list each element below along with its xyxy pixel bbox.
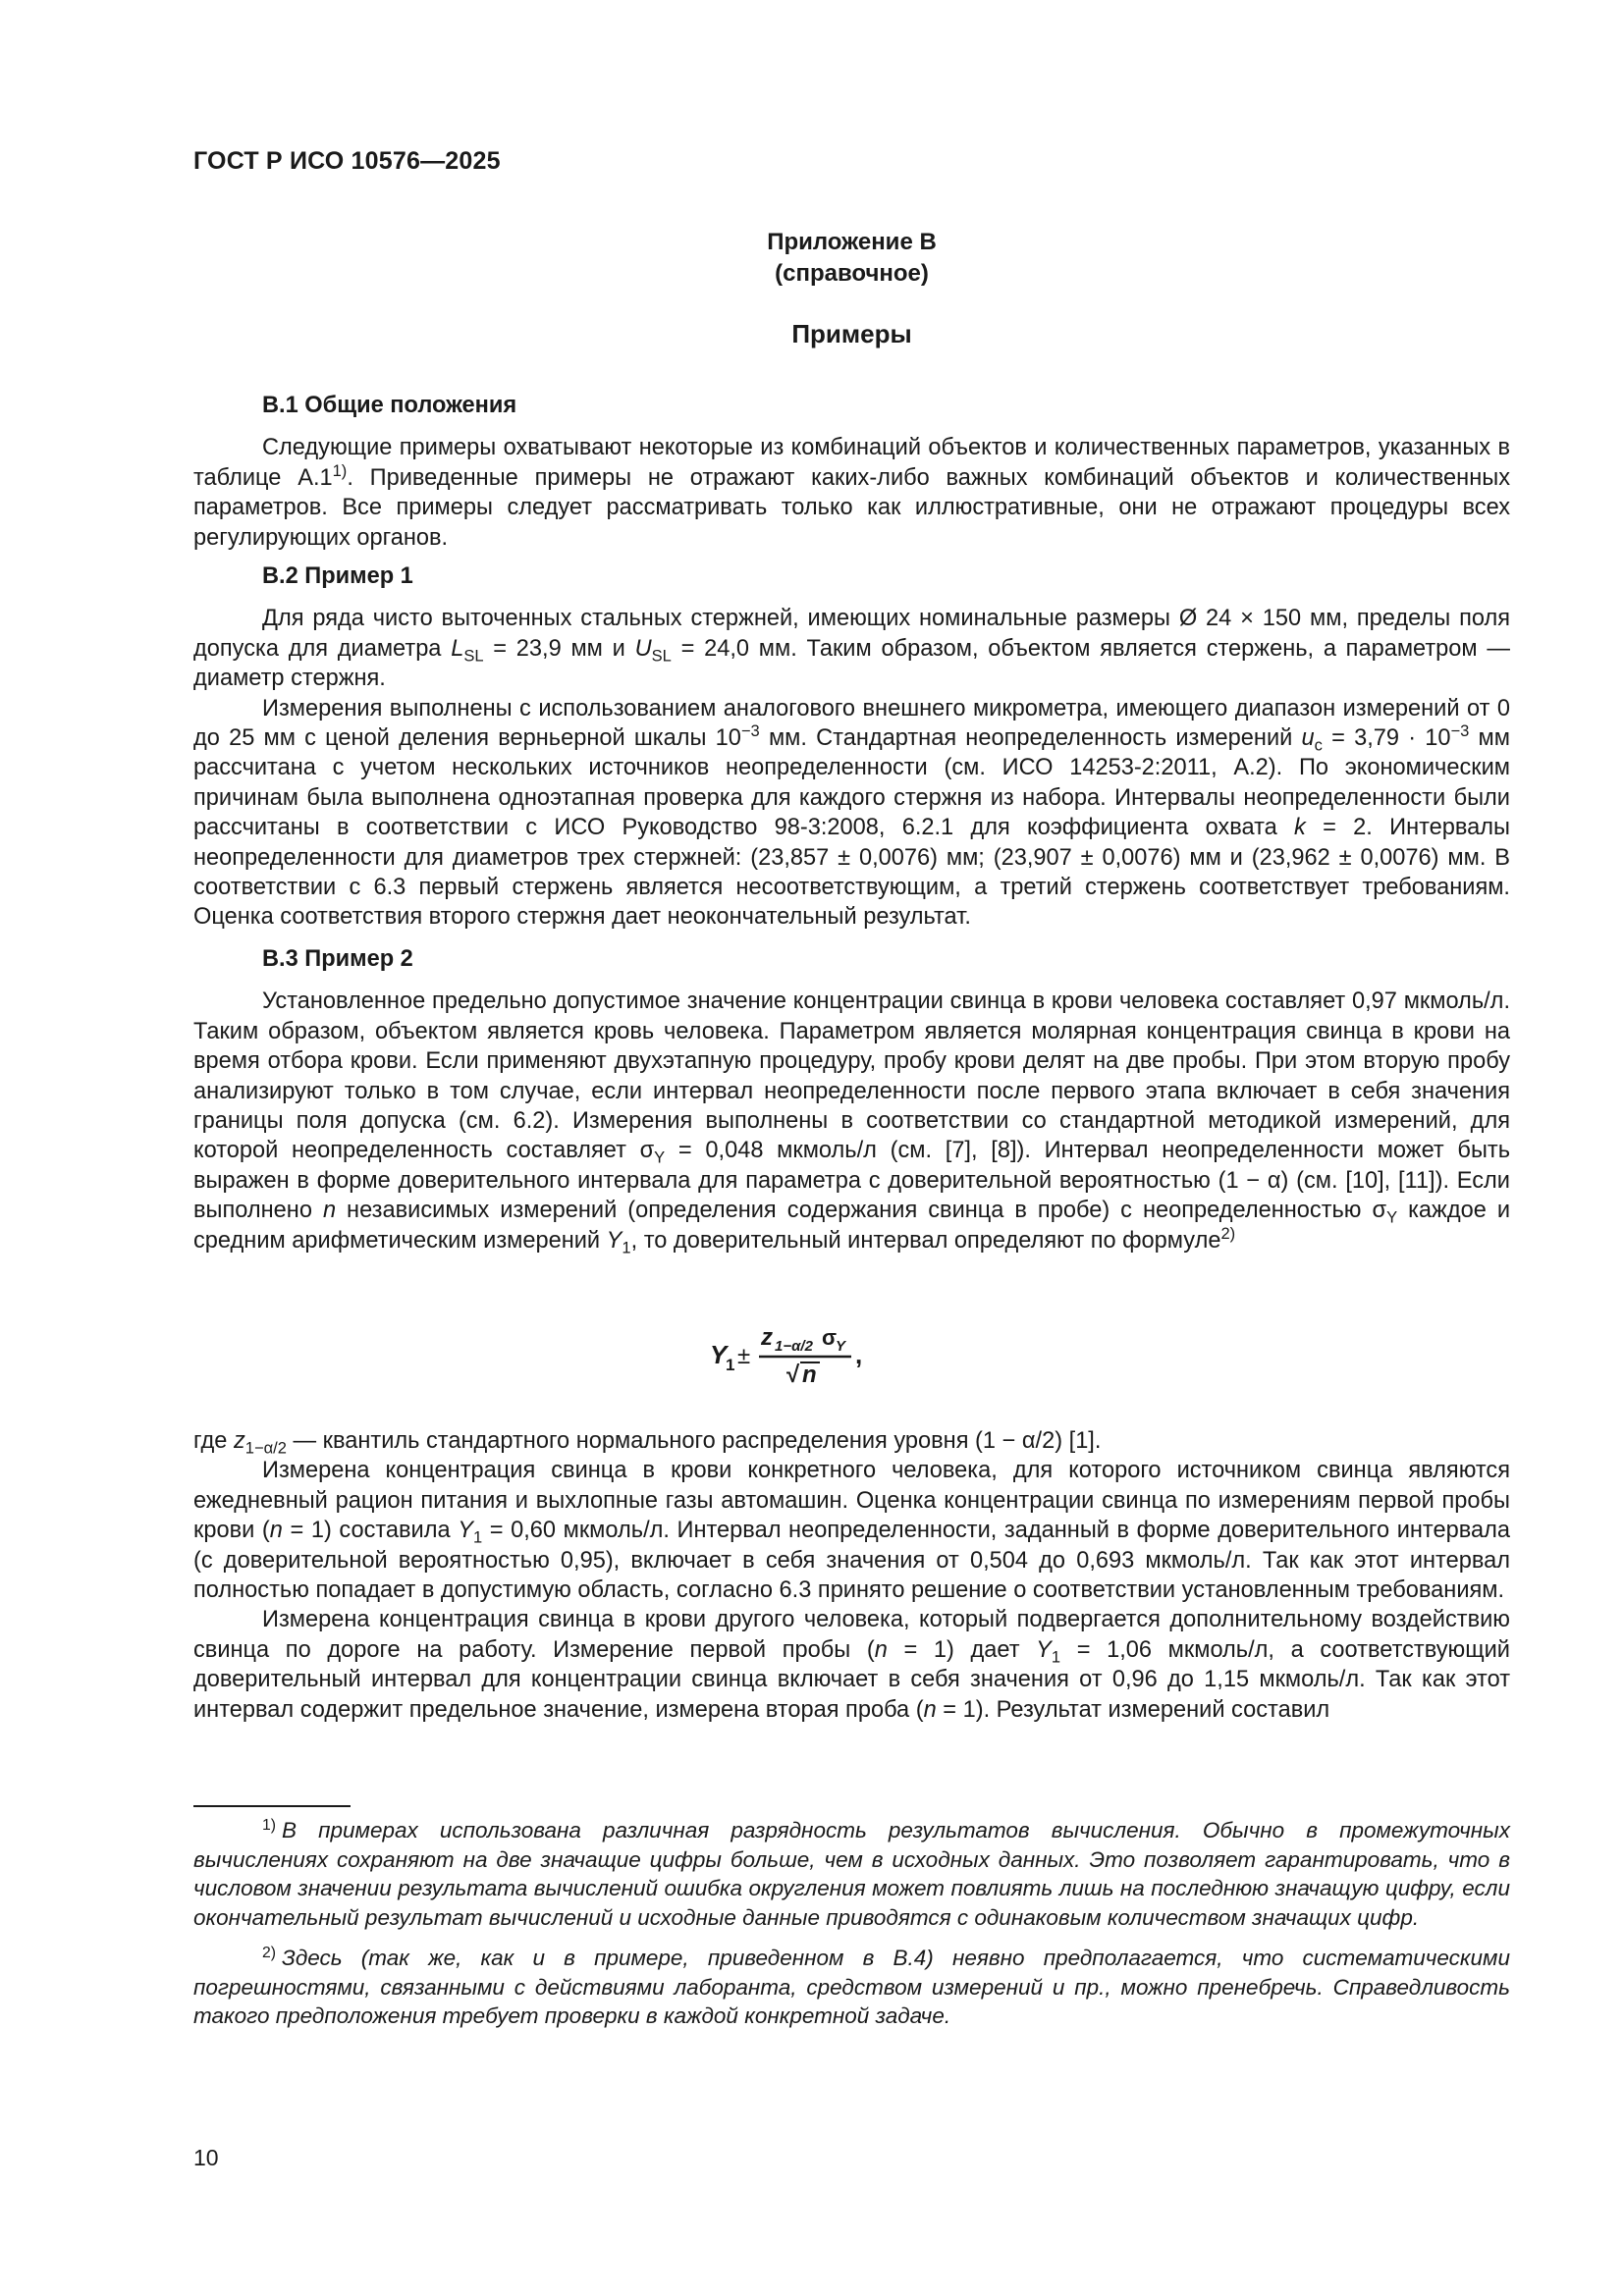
text-run: мм. Стандартная неопределенность измерений [759, 725, 1302, 752]
annex-title: Приложение В [767, 229, 937, 255]
text-run: где [193, 1428, 234, 1454]
footnote-2 [193, 1944, 1510, 2031]
subscript: 1 [472, 1527, 483, 1547]
document-code: ГОСТ Р ИСО 10576—2025 [193, 147, 501, 175]
symbol-u: U [634, 635, 652, 662]
paragraph-b2-1 [193, 604, 1510, 693]
text-run: Измерения выполнены с использованием аналогового внешнего микрометра, имеющего диапазон измерений от 0 до 25 мм с ценой деления верньерной шкалы 10 [193, 695, 1510, 752]
paragraph-b2-2 [193, 694, 1510, 933]
section-b3-continued [193, 1426, 1510, 1725]
text-run: — квантиль стандартного нормального распределения уровня (1 − α/2) [1]. [286, 1428, 1102, 1454]
symbol-k: k [1294, 815, 1306, 841]
symbol-uc: u [1301, 725, 1315, 752]
symbol-y: Y [606, 1227, 623, 1254]
text-run: независимых измерений (определения содержания свинца в пробе) с неопределенностью σ [336, 1198, 1387, 1224]
formula-num-sub: 1−α/2 [775, 1338, 813, 1355]
paragraph-b3-3 [193, 1605, 1510, 1725]
text-run: . Приведенные примеры не отражают каких-либо важных комбинаций объектов и количественных параметров. Все примеры следует рассматривать только как иллюстративные, они не отражают процедуры всех регулирующих органов. [193, 464, 1510, 551]
formula-num-sigma-sub: Y [836, 1338, 846, 1355]
symbol-n: n [322, 1198, 337, 1224]
text-run: = 24,0 мм. Таким образом, объектом является стержень, а параметром — диаметр стержня. [193, 635, 1510, 692]
text-run: = 1) дает [887, 1636, 1037, 1663]
text-run: = 1). Результат измерений составил [936, 1696, 1330, 1723]
symbol-n: n [874, 1636, 888, 1663]
symbol-n: n [923, 1696, 937, 1723]
text-run: Следующие примеры охватывают некоторые из комбинаций объектов и количественных параметров, указанных в таблице А.1 [193, 435, 1510, 491]
footnote-mark: 2) [262, 1944, 277, 1961]
formula-y: Y [710, 1340, 728, 1369]
formula-den-sqrt: √ [786, 1362, 800, 1388]
text-run: = 2. Интервалы неопределенности для диаметров трех стержней: (23,857 ± 0,0076) мм; (23,907 ± 0,0076) мм и (23,962 ± 0,0076) мм. В соответствии с 6.3 первый стержень является несоответствующим, а третий стержень соответствует требованиям. Оценка соответствия второго стержня дает неокончательный результат. [193, 815, 1510, 931]
footnote-ref-1: 1) [332, 460, 348, 480]
section-heading-b3: В.3 Пример 2 [262, 946, 413, 972]
symbol-l: L [451, 635, 464, 662]
symbol-n: n [269, 1518, 283, 1544]
text-run: Измерена концентрация свинца в крови другого человека, который подвергается дополнительному воздействию свинца по дороге на работу. Измерение первой пробы ( [193, 1607, 1510, 1663]
formula-num-z: z [761, 1324, 773, 1351]
subscript: SL [463, 646, 484, 666]
text-run: = 0,60 мкмоль/л. Интервал неопределенности, заданный в форме доверительного интервала (с доверительной вероятностью 0,95), включает в себя значения от 0,504 до 0,693 мкмоль/л. Так как этот интервал полностью попадает в допустимую область, согласно 6.3 принято решение о соответствии установленным требованиям. [193, 1518, 1510, 1604]
formula-comma: , [855, 1340, 863, 1369]
text-run: = 23,9 мм и [483, 635, 635, 662]
annex-subtitle: (справочное) [775, 260, 929, 287]
section-b1 [193, 391, 1510, 553]
superscript: −3 [740, 721, 760, 741]
section-b2 [193, 561, 1510, 933]
subscript: 1 [622, 1238, 631, 1257]
formula-graphic [704, 1319, 920, 1388]
footnote-ref-2: 2) [1220, 1223, 1236, 1243]
subscript: Y [1386, 1207, 1398, 1227]
formula-y-sub: 1 [726, 1356, 735, 1374]
text-run: каждое и средним арифметическим измерений [193, 1198, 1511, 1254]
footnote-1 [193, 1816, 1510, 1932]
text-run: = 3,79 · 10 [1322, 725, 1451, 752]
formula-plus-minus: ± [737, 1343, 751, 1369]
section-heading-b1: В.1 Общие положения [262, 393, 517, 418]
symbol-y: Y [458, 1518, 473, 1544]
text-run: Установленное предельно допустимое значение концентрации свинца в крови человека составляет 0,97 мкмоль/л. Таким образом, объектом является кровь человека. Параметром является молярная концентрация свинца в крови на время отбора крови. Если применяют двухэтапную процедуру, пробу крови делят на две пробы. При этом вторую пробу анализируют только в том случае, если интервал неопределенности после первого этапа включает в себя значения границы поля допуска (см. 6.2). Измерения выполнены в соответствии со стандартной методикой измерений, для которой неопределенность составляет σ [193, 988, 1510, 1164]
subscript: 1−α/2 [244, 1438, 287, 1458]
subscript: c [1314, 735, 1323, 755]
paragraph-b3-1 [193, 987, 1510, 1255]
text-run: = 0,048 мкмоль/л (см. [7], [8]). Интервал неопределенности может быть выражен в форме доверительного интервала для параметра с доверительной вероятностью (1 − α) (см. [10], [11]). Если выполнено [193, 1138, 1511, 1224]
footnote-separator [193, 1805, 351, 1807]
formula-den-n: n [802, 1362, 817, 1388]
subscript: SL [651, 646, 672, 666]
formula-num-sigma: σ [822, 1325, 838, 1350]
text-run: = 1) составила [282, 1518, 459, 1544]
paragraph-b3-2 [193, 1456, 1510, 1605]
text-run: Измерена концентрация свинца в крови конкретного человека, для которого источником свинца являются ежедневный рацион питания и выхлопные газы автомашин. Оценка концентрации свинца по измерениям первой пробы крови ( [193, 1458, 1510, 1544]
section-b3 [193, 944, 1510, 1255]
footnotes [193, 1816, 1510, 2043]
subscript: Y [654, 1148, 666, 1168]
subscript: 1 [1051, 1647, 1061, 1667]
formula-explanation [193, 1426, 1510, 1456]
symbol-z: z [234, 1428, 245, 1454]
footnote-text: В примерах использована различная разрядность результатов вычисления. Обычно в промежуточных вычислениях сохраняют на две значащие цифры больше, чем в исходных данных. Это позволяет гарантировать, что в числовом значении результата вычислений ошибка округления может повлиять лишь на последнюю значащую цифру, если окончательный результат вычислений и исходные данные приводятся с одинаковым количеством значащих цифр. [193, 1818, 1510, 1930]
symbol-y: Y [1036, 1636, 1052, 1663]
superscript: −3 [1450, 721, 1470, 741]
page-number: 10 [193, 2145, 219, 2170]
text-run: мм рассчитана с учетом нескольких источников неопределенности (см. ИСО 14253-2:2011, А.2). По экономическим причинам была выполнена одноэтапная проверка для каждого стержня из набора. Интервалы неопределенности были рассчитаны в соответствии с ИСО Руководство 98-3:2008, 6.2.1 для коэффициента охвата [193, 725, 1510, 841]
text-run: = 1,06 мкмоль/л, а соответствующий доверительный интервал для концентрации свинца включает в себя значения от 0,96 до 1,15 мкмоль/л. Так как этот интервал содержит предельное значение, измерена вторая проба ( [193, 1636, 1510, 1723]
footnote-mark: 1) [262, 1816, 277, 1834]
footnote-text: Здесь (так же, как и в примере, приведенном в В.4) неявно предполагается, что систематическими погрешностями, связанными с действиями лаборанта, средством измерений и пр., можно пренебречь. Справедливость такого предположения требует проверки в каждой конкретной задаче. [193, 1946, 1510, 2028]
section-heading-b2: В.2 Пример 1 [262, 563, 413, 589]
text-run: Для ряда чисто выточенных стальных стержней, имеющих номинальные размеры Ø 24 × 150 мм, пределы поля допуска для диаметра [193, 606, 1510, 662]
paragraph-b1 [193, 433, 1510, 553]
annex-heading: Примеры [791, 319, 912, 348]
text-run: , то доверительный интервал определяют по формуле [630, 1227, 1221, 1254]
formula-confidence-interval [0, 1319, 1624, 1393]
